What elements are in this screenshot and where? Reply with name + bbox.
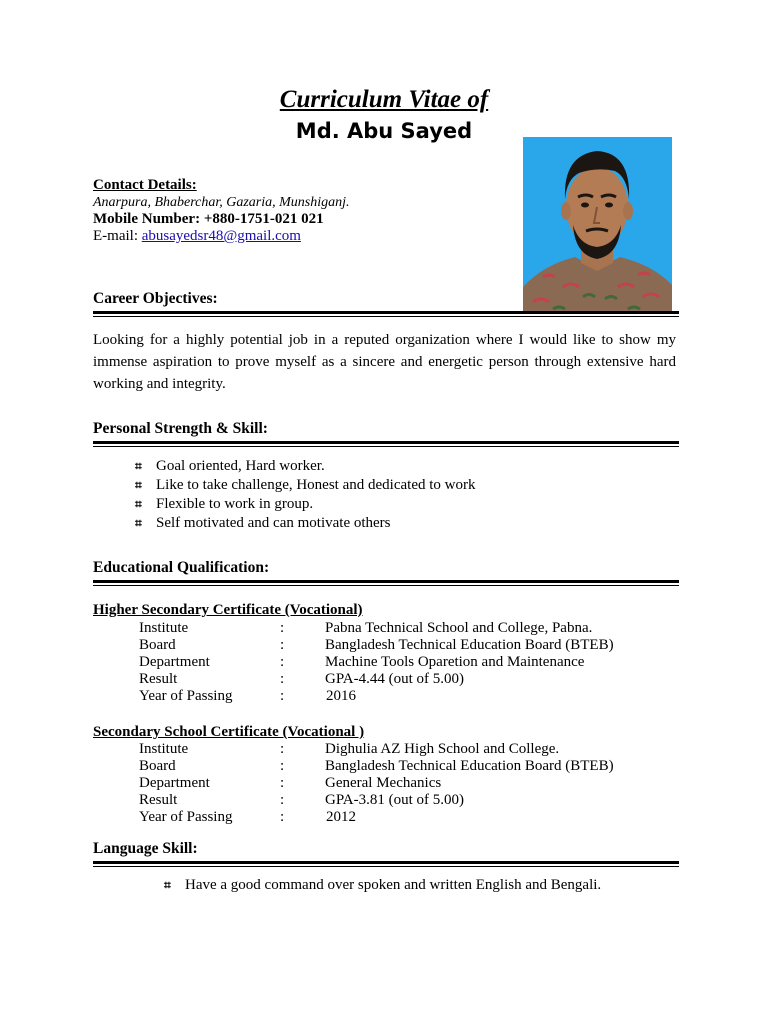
table-row: Department : Machine Tools Oparetion and Maintenance <box>139 654 585 670</box>
hash-bullet-icon: ⌗ <box>135 478 142 492</box>
ssc-title: Secondary School Certificate (Vocational ) <box>93 724 365 740</box>
table-row: Board : Bangladesh Technical Education Board (BTEB) <box>139 758 614 774</box>
table-row: Institute : Pabna Technical School and College, Pabna. <box>139 620 593 636</box>
list-item: ⌗ Like to take challenge, Honest and dedicated to work <box>135 477 476 493</box>
profile-photo <box>523 137 672 313</box>
skills-list <box>135 457 475 533</box>
section-divider <box>93 441 679 447</box>
skills-heading: Personal Strength & Skill: <box>93 420 268 437</box>
career-objectives-text: Looking for a highly potential job in a reputed organization where I would like to show my immense aspiration to prove myself as a sincere and energetic person through extensive hard working and integrity. <box>93 332 676 392</box>
table-row: Year of Passing : 2016 <box>139 688 356 704</box>
list-item: ⌗ Self motivated and can motivate others <box>135 515 391 531</box>
table-row: Department : General Mechanics <box>139 775 442 791</box>
ssc-details <box>139 741 646 826</box>
candidate-name: Md. Abu Sayed <box>295 119 473 143</box>
contact-address: Anarpura, Bhaberchar, Gazaria, Munshiganj. <box>93 195 350 210</box>
contact-heading: Contact Details: <box>93 177 197 193</box>
table-row: Institute : Dighulia AZ High School and College. <box>139 741 560 757</box>
table-row: Result : GPA-3.81 (out of 5.00) <box>139 792 465 808</box>
table-row: Result : GPA-4.44 (out of 5.00) <box>139 671 465 687</box>
hsc-title: Higher Secondary Certificate (Vocational) <box>93 602 363 618</box>
contact-mobile: Mobile Number: +880-1751-021 021 <box>93 211 324 227</box>
language-list <box>164 876 601 895</box>
hash-bullet-icon: ⌗ <box>135 459 142 473</box>
hash-bullet-icon: ⌗ <box>135 497 142 511</box>
list-item: ⌗ Have a good command over spoken and written English and Bengali. <box>164 877 602 893</box>
list-item: ⌗ Flexible to work in group. <box>135 496 314 512</box>
hash-bullet-icon: ⌗ <box>164 878 171 892</box>
email-link[interactable]: abusayedsr48@gmail.com <box>141 228 301 244</box>
hsc-details <box>139 620 646 705</box>
career-objectives-heading: Career Objectives: <box>93 290 218 307</box>
person-portrait-icon <box>523 137 672 313</box>
education-heading: Educational Qualification: <box>93 559 270 576</box>
table-row: Year of Passing : 2012 <box>139 809 356 825</box>
table-row: Board : Bangladesh Technical Education Board (BTEB) <box>139 637 614 653</box>
language-heading: Language Skill: <box>93 840 198 857</box>
list-item: ⌗ Goal oriented, Hard worker. <box>135 458 325 474</box>
email-label: E-mail: <box>93 228 142 244</box>
section-divider <box>93 861 679 867</box>
section-divider <box>93 580 679 586</box>
cv-title: Curriculum Vitae of <box>279 86 489 113</box>
contact-email-line <box>93 228 301 245</box>
hash-bullet-icon: ⌗ <box>135 516 142 530</box>
section-divider <box>93 311 679 317</box>
